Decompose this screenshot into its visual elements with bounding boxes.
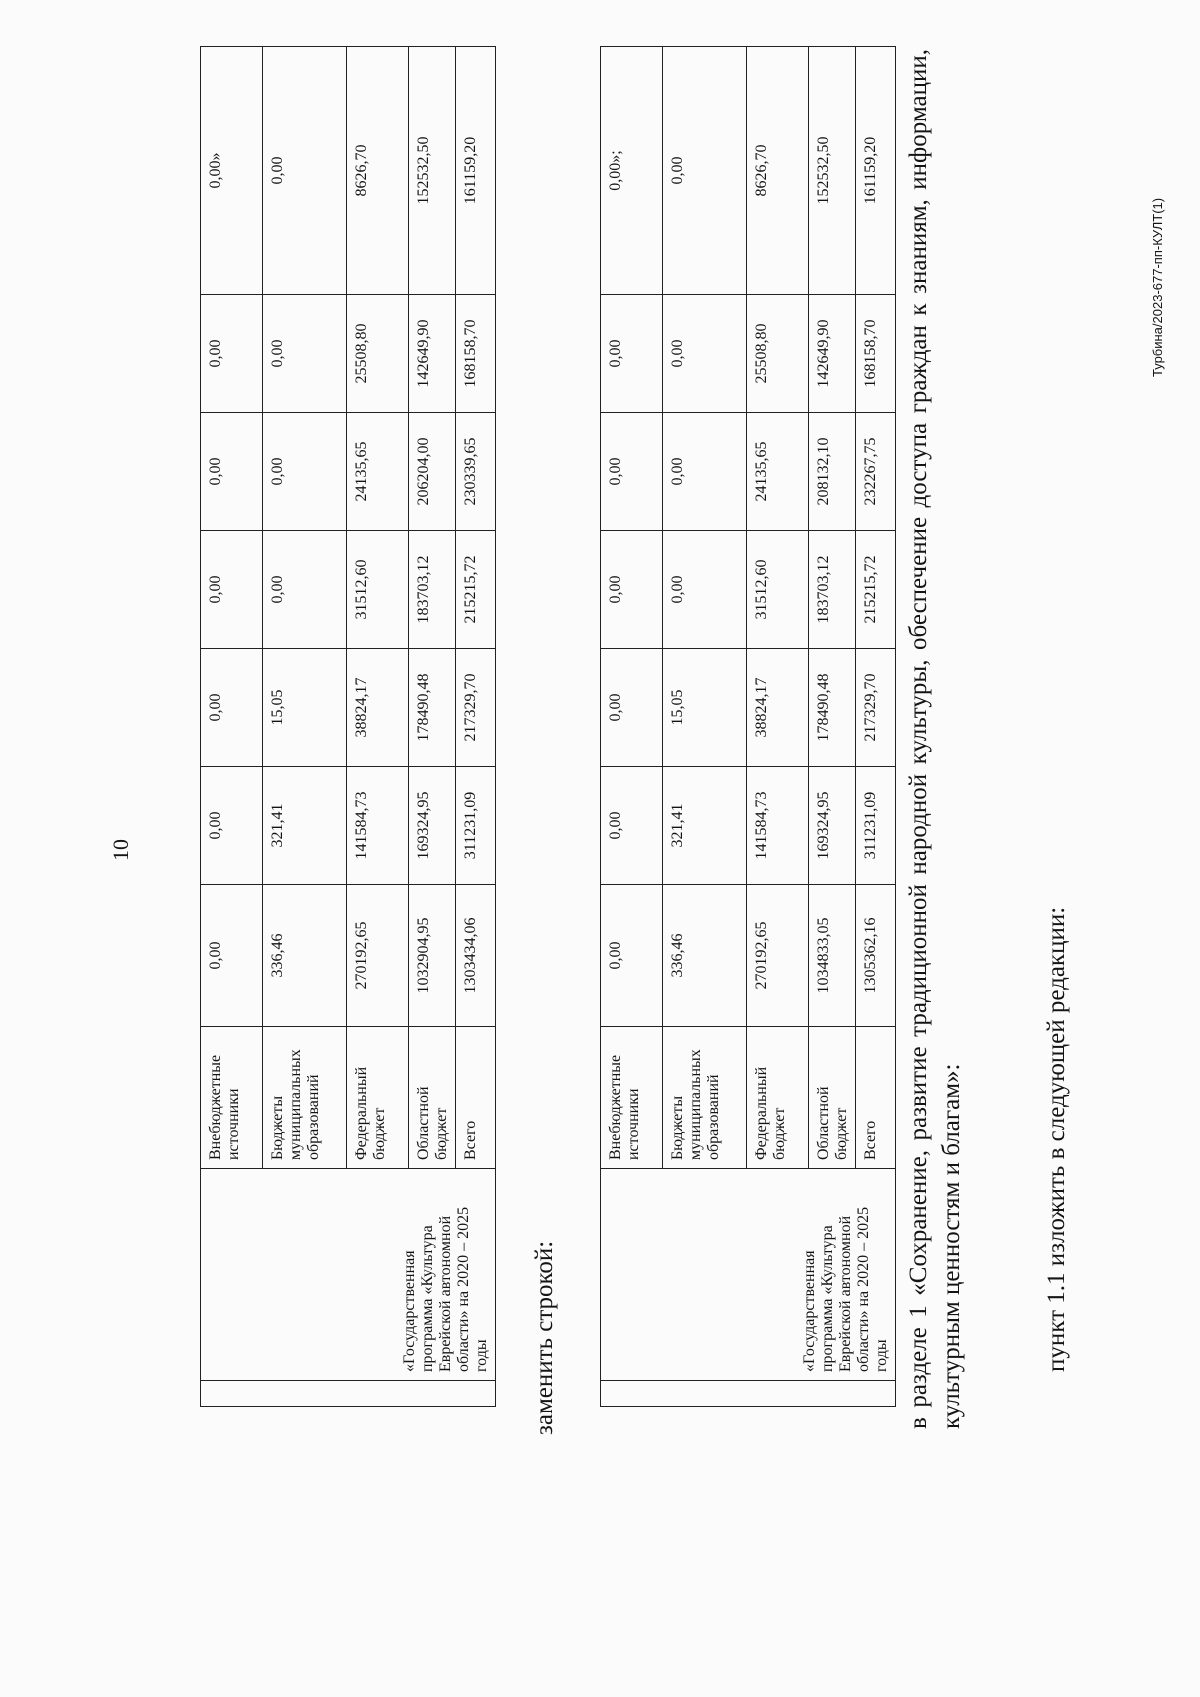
amount-cell: 217329,70 bbox=[456, 649, 496, 767]
program-name-cell: «Государственная программа «Культура Еврейской автономной области» на 2020 – 2025 годы bbox=[601, 1169, 896, 1381]
amount-cell: 169324,95 bbox=[409, 767, 456, 885]
amount-cell: 141584,73 bbox=[347, 767, 409, 885]
amount-cell: 0,00 bbox=[601, 531, 663, 649]
amount-cell: 25508,80 bbox=[347, 295, 409, 413]
amount-cell: 336,46 bbox=[263, 885, 347, 1027]
amount-cell: 0,00 bbox=[601, 885, 663, 1027]
amount-cell: 217329,70 bbox=[856, 649, 896, 767]
funding-source-cell: Всего bbox=[856, 1027, 896, 1169]
amount-cell: 8626,70 bbox=[347, 47, 409, 295]
funding-source-cell: Федеральный бюджет bbox=[347, 1027, 409, 1169]
table-row bbox=[601, 47, 663, 1407]
funding-source-cell: Федеральный бюджет bbox=[747, 1027, 809, 1169]
replace-instruction: заменить строкой: bbox=[531, 1240, 558, 1435]
amount-cell: 0,00 bbox=[201, 295, 263, 413]
amount-cell: 0,00 bbox=[601, 413, 663, 531]
amount-cell: 0,00 bbox=[263, 531, 347, 649]
amount-cell: 311231,09 bbox=[856, 767, 896, 885]
amount-cell: 215215,72 bbox=[456, 531, 496, 649]
amount-cell: 141584,73 bbox=[747, 767, 809, 885]
funding-source-cell: Бюджеты муниципальных образований bbox=[663, 1027, 747, 1169]
amount-cell: 0,00 bbox=[263, 413, 347, 531]
amount-cell: 169324,95 bbox=[809, 767, 856, 885]
amount-cell: 0,00 bbox=[201, 767, 263, 885]
amount-cell: 206204,00 bbox=[409, 413, 456, 531]
amount-cell: 0,00 bbox=[201, 649, 263, 767]
page-number: 10 bbox=[108, 839, 133, 861]
section-amendment-paragraph: в разделе 1 «Сохранение, развитие традиционной народной культуры, обеспечение доступа граждан к знаниям, информации, культурным ценностям и благам»: bbox=[905, 49, 965, 1429]
amount-cell: 0,00 bbox=[663, 47, 747, 295]
amount-cell: 0,00 bbox=[663, 413, 747, 531]
amount-cell: 311231,09 bbox=[456, 767, 496, 885]
amount-cell: 15,05 bbox=[263, 649, 347, 767]
funding-source-cell: Внебюджетные источники bbox=[601, 1027, 663, 1169]
amount-cell: 183703,12 bbox=[809, 531, 856, 649]
amount-cell: 230339,65 bbox=[456, 413, 496, 531]
amount-cell: 1303434,06 bbox=[456, 885, 496, 1027]
amount-cell: 0,00 bbox=[601, 295, 663, 413]
amount-cell: 321,41 bbox=[263, 767, 347, 885]
amount-cell: 168158,70 bbox=[456, 295, 496, 413]
amount-cell: 0,00 bbox=[263, 295, 347, 413]
amount-cell: 0,00 bbox=[601, 767, 663, 885]
amount-cell: 0,00 bbox=[201, 531, 263, 649]
amount-cell: 208132,10 bbox=[809, 413, 856, 531]
amount-cell: 336,46 bbox=[663, 885, 747, 1027]
funding-source-cell: Областной бюджет bbox=[809, 1027, 856, 1169]
amount-cell: 270192,65 bbox=[747, 885, 809, 1027]
amount-cell: 1305362,16 bbox=[856, 885, 896, 1027]
amount-cell: 152532,50 bbox=[809, 47, 856, 295]
amount-cell: 232267,75 bbox=[856, 413, 896, 531]
program-name-cell: «Государственная программа «Культура Еврейской автономной области» на 2020 – 2025 годы bbox=[201, 1169, 496, 1381]
table-row bbox=[201, 47, 263, 1407]
item-amendment-paragraph: пункт 1.1 изложить в следующей редакции: bbox=[1043, 906, 1070, 1372]
amount-cell: 1034833,05 bbox=[809, 885, 856, 1027]
blank-number-cell bbox=[601, 1381, 896, 1407]
amount-cell: 25508,80 bbox=[747, 295, 809, 413]
funding-source-cell: Внебюджетные источники bbox=[201, 1027, 263, 1169]
funding-source-cell: Бюджеты муниципальных образований bbox=[263, 1027, 347, 1169]
amount-cell: 31512,60 bbox=[347, 531, 409, 649]
funding-source-cell: Всего bbox=[456, 1027, 496, 1169]
amount-cell: 142649,90 bbox=[809, 295, 856, 413]
amount-cell: 31512,60 bbox=[747, 531, 809, 649]
amount-cell: 270192,65 bbox=[347, 885, 409, 1027]
amount-cell: 215215,72 bbox=[856, 531, 896, 649]
table-old-body bbox=[201, 47, 496, 1407]
amount-cell: 183703,12 bbox=[409, 531, 456, 649]
amount-cell: 15,05 bbox=[663, 649, 747, 767]
amount-cell: 0,00 bbox=[663, 295, 747, 413]
amount-cell: 24135,65 bbox=[347, 413, 409, 531]
amount-cell: 24135,65 bbox=[747, 413, 809, 531]
amount-cell: 0,00»; bbox=[601, 47, 663, 295]
document-code: Турбина/2023-677-пп-КУЛТ(1) bbox=[1150, 197, 1165, 377]
amount-cell: 168158,70 bbox=[856, 295, 896, 413]
amount-cell: 0,00 bbox=[201, 885, 263, 1027]
amount-cell: 178490,48 bbox=[809, 649, 856, 767]
amount-cell: 38824,17 bbox=[747, 649, 809, 767]
amount-cell: 0,00 bbox=[201, 413, 263, 531]
amount-cell: 8626,70 bbox=[747, 47, 809, 295]
amount-cell: 0,00 bbox=[663, 531, 747, 649]
amount-cell: 321,41 bbox=[663, 767, 747, 885]
blank-number-cell bbox=[201, 1381, 496, 1407]
amount-cell: 0,00 bbox=[601, 649, 663, 767]
amount-cell: 161159,20 bbox=[456, 47, 496, 295]
amount-cell: 152532,50 bbox=[409, 47, 456, 295]
table-new-body bbox=[601, 47, 896, 1407]
amount-cell: 1032904,95 bbox=[409, 885, 456, 1027]
amount-cell: 0,00 bbox=[263, 47, 347, 295]
funding-source-cell: Областной бюджет bbox=[409, 1027, 456, 1169]
budget-table-new bbox=[600, 46, 896, 1407]
amount-cell: 142649,90 bbox=[409, 295, 456, 413]
amount-cell: 178490,48 bbox=[409, 649, 456, 767]
amount-cell: 0,00» bbox=[201, 47, 263, 295]
amount-cell: 38824,17 bbox=[347, 649, 409, 767]
amount-cell: 161159,20 bbox=[856, 47, 896, 295]
budget-table-old bbox=[200, 46, 496, 1407]
